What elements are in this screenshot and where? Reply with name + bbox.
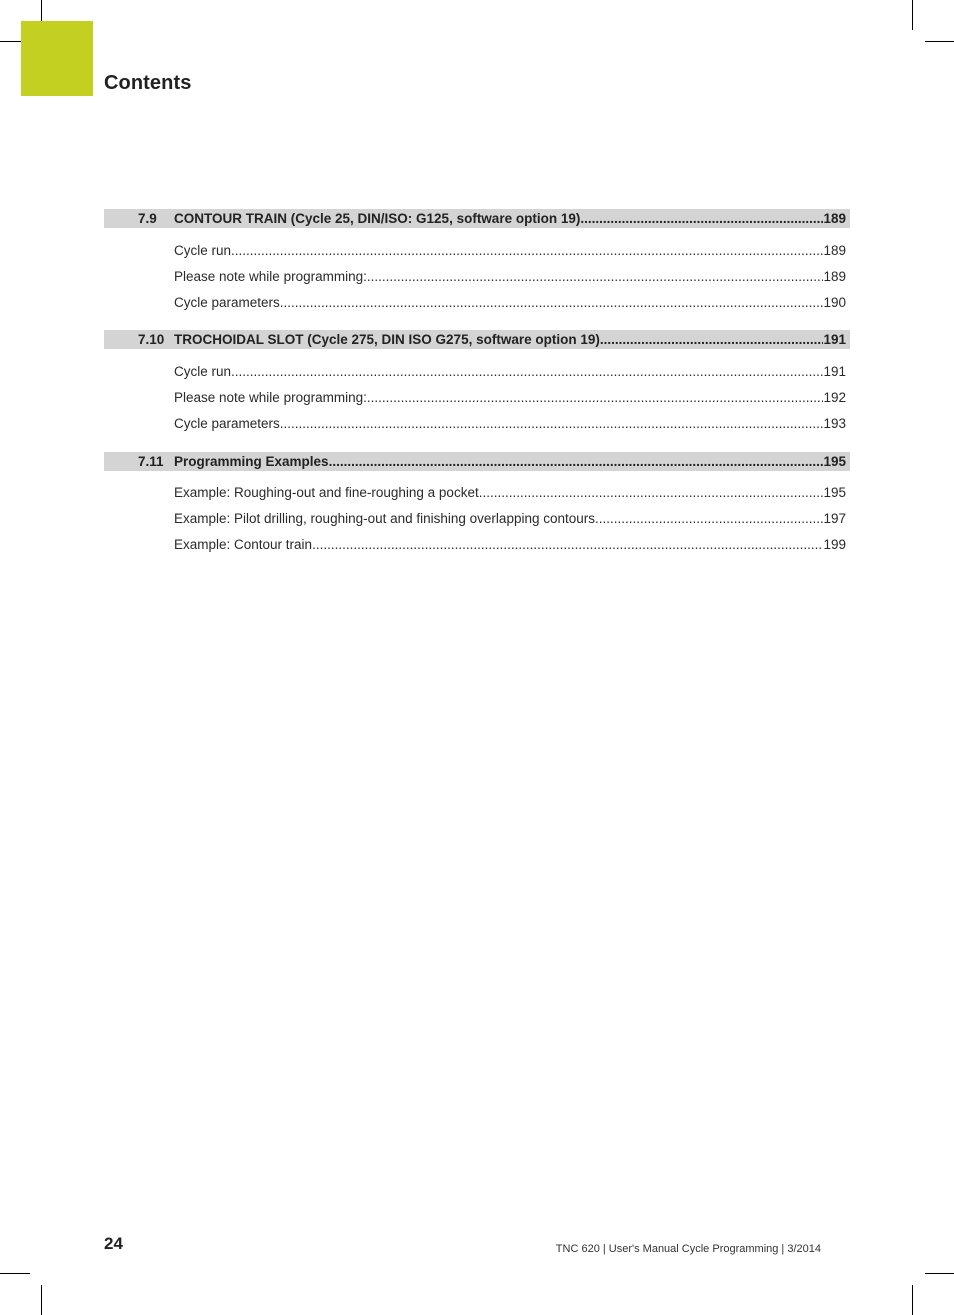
crop-mark: [41, 0, 42, 21]
entry-page: 192: [823, 389, 846, 405]
entry-title: Example: Contour train: [174, 537, 313, 553]
toc-section: [104, 330, 850, 436]
section-number: 7.9: [138, 211, 157, 226]
entry-page: 199: [823, 537, 846, 553]
section-heading[interactable]: [104, 452, 850, 471]
section-number: 7.10: [138, 332, 165, 348]
footer-text: TNC 620 | User's Manual Cycle Programming | 3/2014: [555, 1243, 821, 1255]
toc-section: [104, 452, 850, 558]
dot-leader: [580, 211, 823, 226]
crop-mark: [0, 1273, 30, 1274]
toc-entry[interactable]: [104, 289, 850, 315]
entry-page: 195: [823, 485, 846, 501]
toc-entry[interactable]: [104, 410, 850, 436]
crop-mark: [912, 1285, 913, 1315]
section-page: 191: [823, 332, 846, 348]
dot-leader: [595, 511, 823, 526]
entry-page: 193: [823, 416, 846, 432]
chapter-color-tab: [21, 21, 93, 96]
dot-leader: [280, 416, 824, 431]
crop-mark: [0, 41, 21, 42]
section-title: Programming Examples: [174, 453, 329, 469]
dot-leader: [231, 364, 823, 379]
toc-entry[interactable]: [104, 532, 850, 558]
entry-title: Cycle parameters: [174, 416, 280, 432]
crop-mark: [41, 1285, 42, 1315]
dot-leader: [479, 485, 824, 500]
toc-entry[interactable]: [104, 358, 850, 384]
crop-mark: [912, 0, 913, 30]
toc-section: [104, 209, 850, 315]
dot-leader: [367, 269, 824, 284]
toc-entry[interactable]: [104, 506, 850, 532]
entry-title: Please note while programming:: [174, 389, 367, 405]
entry-title: Cycle run: [174, 242, 232, 258]
dot-leader: [280, 295, 824, 310]
entry-page: 189: [823, 242, 846, 258]
entry-page: 189: [823, 268, 846, 284]
footer-page-number: 24: [104, 1234, 123, 1253]
entry-page: 191: [823, 363, 846, 379]
crop-mark: [925, 1273, 954, 1274]
entry-page: 190: [823, 294, 846, 310]
page-title: Contents: [104, 72, 192, 94]
dot-leader: [600, 332, 824, 347]
section-title: CONTOUR TRAIN (Cycle 25, DIN/ISO: G125, software option 19): [174, 211, 581, 226]
dot-leader: [329, 454, 824, 469]
table-of-contents: [104, 209, 850, 573]
crop-mark: [925, 41, 954, 42]
toc-entry[interactable]: [104, 384, 850, 410]
dot-leader: [312, 537, 823, 552]
dot-leader: [367, 390, 824, 405]
section-page: 195: [823, 453, 846, 469]
section-title: TROCHOIDAL SLOT (Cycle 275, DIN ISO G275, software option 19): [174, 332, 600, 348]
section-page: 189: [823, 211, 846, 226]
entry-title: Example: Roughing-out and fine-roughing a pocket: [174, 485, 479, 501]
section-number: 7.11: [138, 453, 164, 469]
section-heading[interactable]: [104, 209, 850, 228]
entry-title: Cycle run: [174, 363, 232, 379]
toc-entry[interactable]: [104, 480, 850, 506]
entry-title: Cycle parameters: [174, 294, 280, 310]
toc-entry[interactable]: [104, 263, 850, 289]
entry-page: 197: [823, 511, 846, 527]
entry-title: Please note while programming:: [174, 268, 367, 284]
entry-title: Example: Pilot drilling, roughing-out and finishing overlapping contours: [174, 511, 595, 527]
dot-leader: [231, 243, 823, 258]
section-heading[interactable]: [104, 330, 850, 349]
toc-entry[interactable]: [104, 237, 850, 263]
